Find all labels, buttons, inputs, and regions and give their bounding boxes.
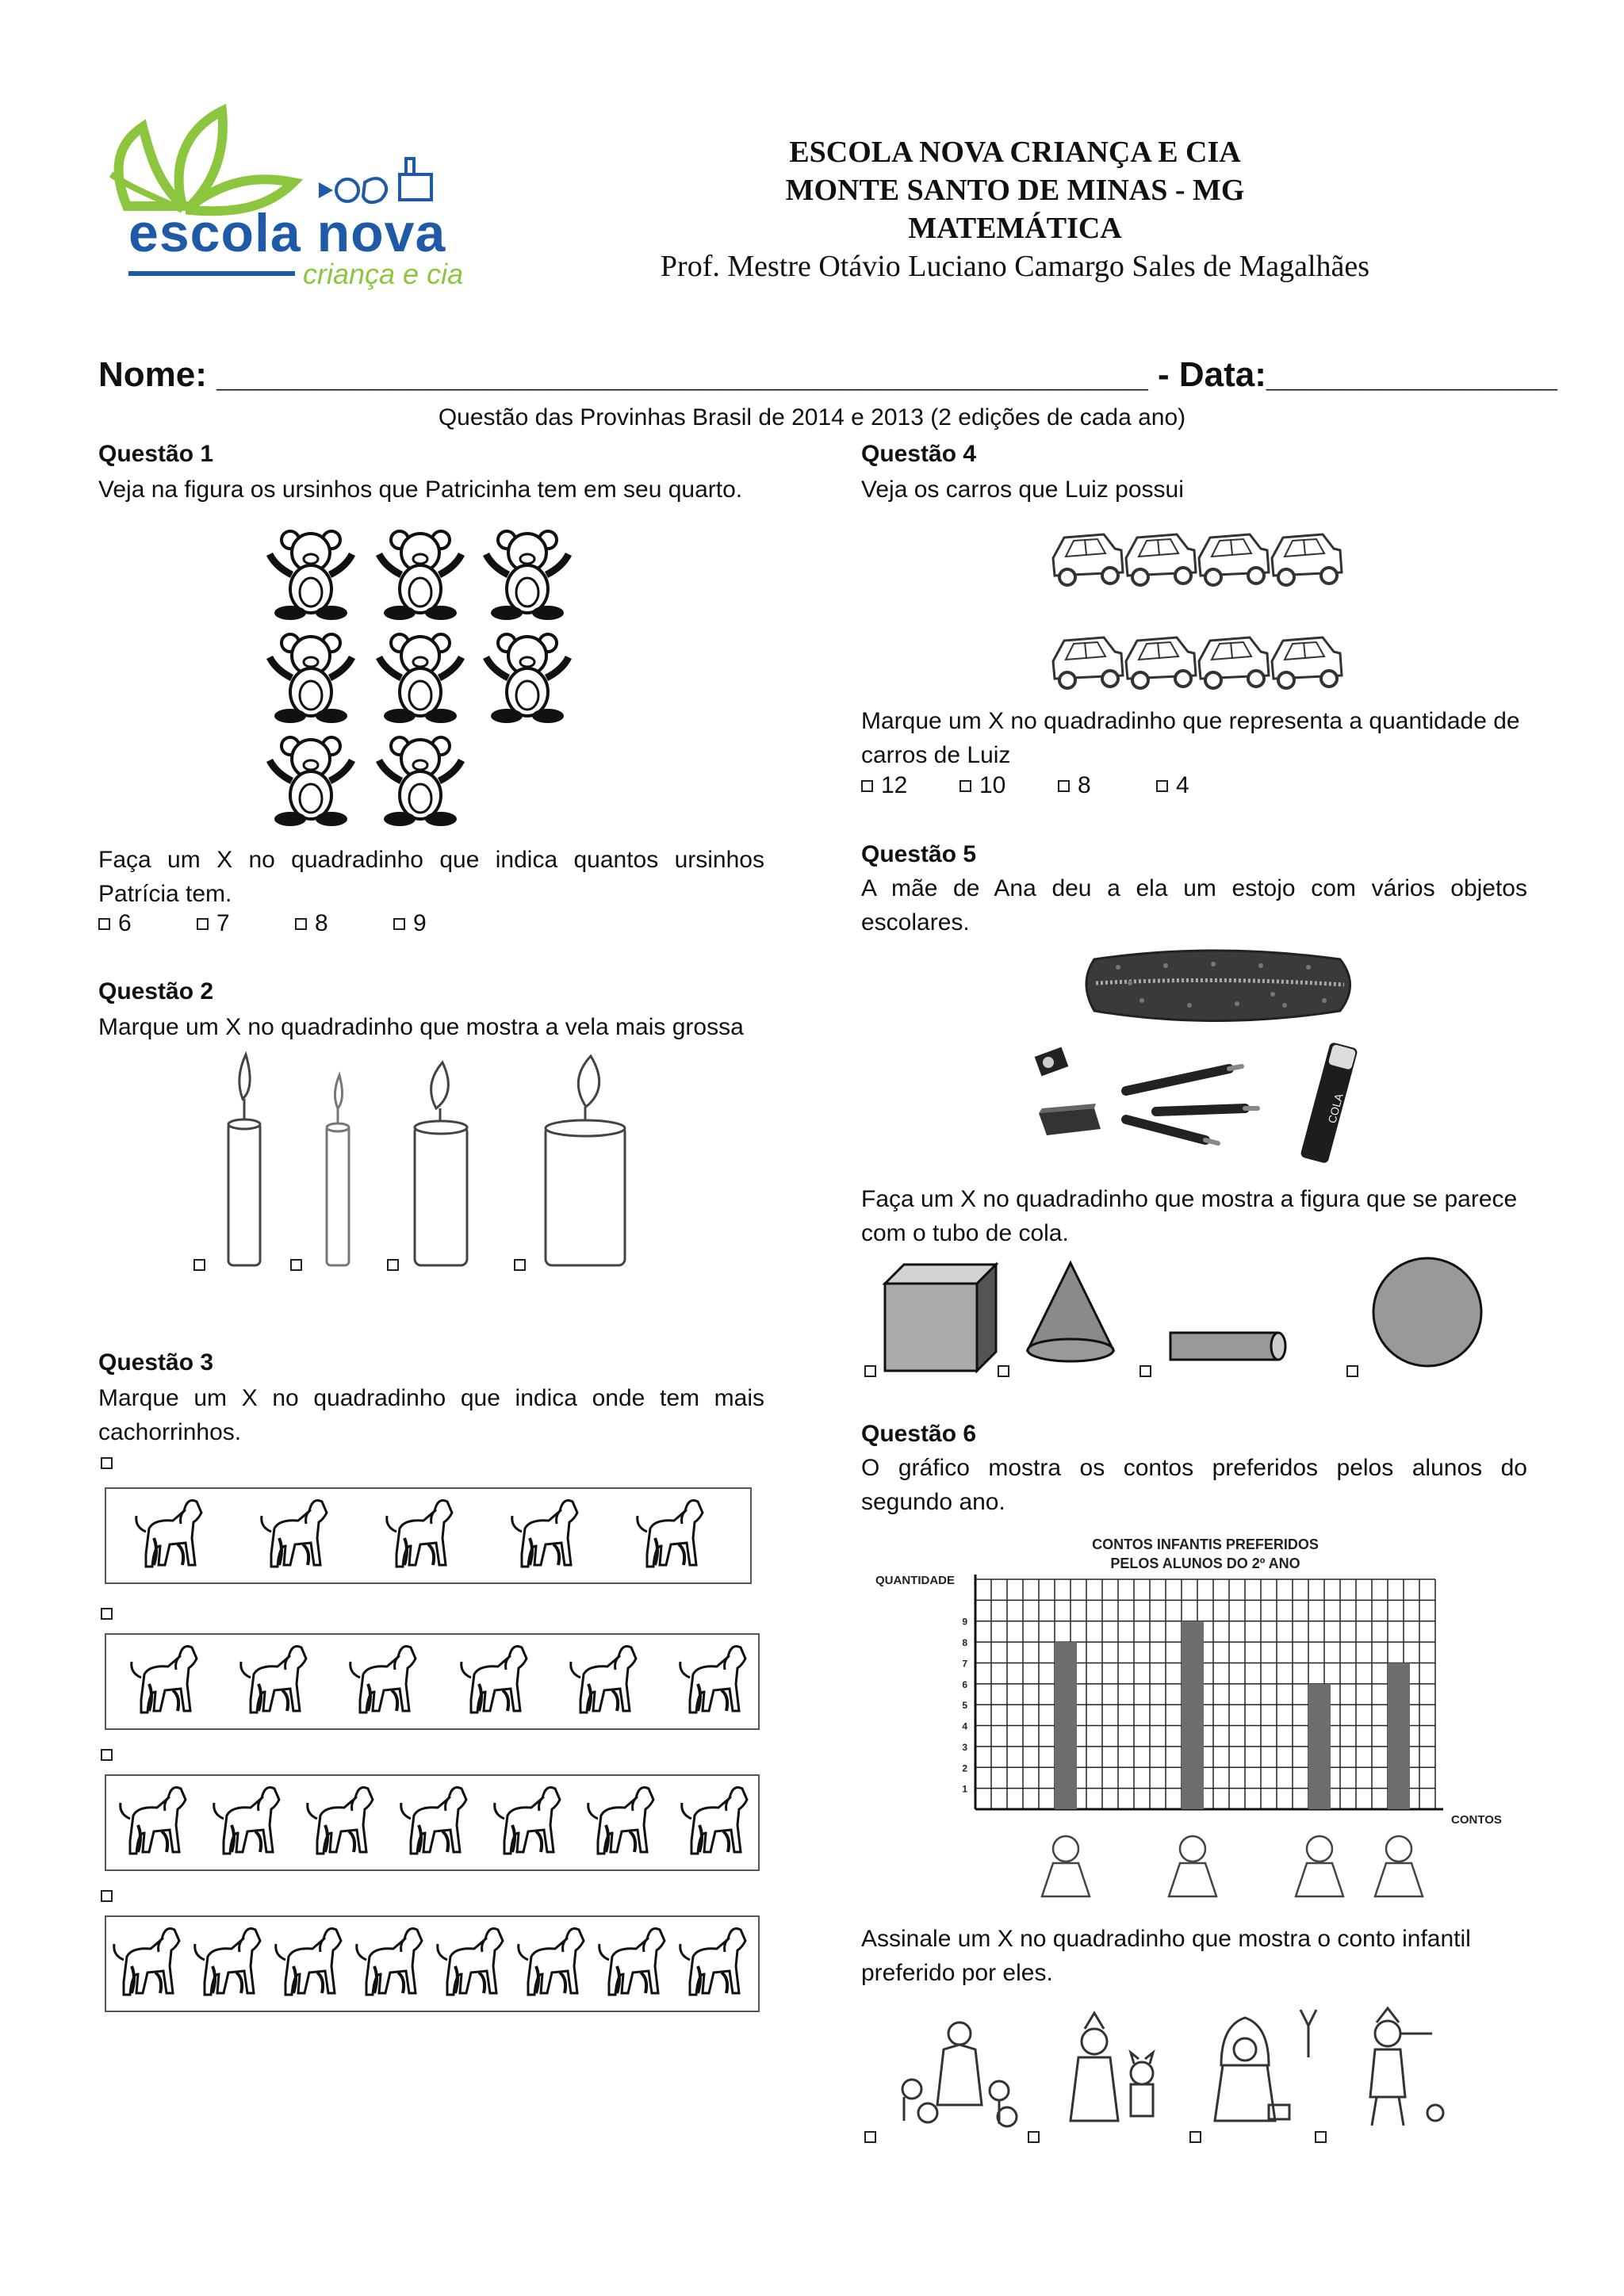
story-icon-head (1180, 1836, 1205, 1862)
q3-checkbox-1[interactable] (101, 1457, 113, 1469)
cylinder-shape (1170, 1333, 1285, 1360)
q6-checkbox-1[interactable] (864, 2131, 876, 2143)
q3-text: Marque um X no quadradinho que indica onde tem mais cachorrinhos. (98, 1385, 764, 1445)
chart-grid (975, 1575, 1443, 1809)
q3-checkbox-3[interactable] (101, 1749, 113, 1761)
q5-checkbox-cone[interactable] (998, 1365, 1009, 1377)
pinocchio-story (1370, 2008, 1443, 2126)
teacher-name: Prof. Mestre Otávio Luciano Camargo Sales de Magalhães (660, 250, 1370, 283)
q5-checkbox-cylinder[interactable] (1139, 1365, 1151, 1377)
q3-dog-row-2 (105, 1633, 760, 1730)
q1-option-4[interactable]: 9 (393, 910, 492, 937)
chart-subtitle: PELOS ALUNOS DO 2º ANO (1110, 1556, 1300, 1571)
q4-option-3[interactable]: 8 (1058, 772, 1156, 799)
page-subtitle: Questão das Provinhas Brasil de 2014 e 2013 (2 edições de cada ano) (438, 404, 1186, 430)
story-icon-body (1042, 1863, 1090, 1896)
checkbox-icon[interactable] (197, 918, 209, 930)
q4-title: Questão 4 (861, 441, 977, 467)
story-icon-body (1169, 1863, 1216, 1896)
shapes-illustration (872, 1257, 1491, 1376)
q2-text: Marque um X no quadradinho que mostra a vela mais grossa (98, 1014, 744, 1040)
chart-story-icons (1042, 1836, 1423, 1896)
chart-y-label: QUANTIDADE (875, 1574, 955, 1587)
q1-text: Veja na figura os ursinhos que Patricinha tem em seu quarto. (98, 476, 743, 503)
q3-dog-row-4 (105, 1915, 760, 2012)
chart-y-ticks (962, 1617, 967, 1795)
glue-label: COLA (1325, 1092, 1346, 1125)
q3-checkbox-2[interactable] (101, 1608, 113, 1620)
story-icon-body (1296, 1863, 1343, 1896)
q4-option-1[interactable]: 12 (861, 772, 959, 799)
dogs-8-illustration (106, 1917, 758, 2011)
q5-title: Questão 5 (861, 841, 977, 867)
q4-instruction: Marque um X no quadradinho que representa a quantidade de carros de Luiz (861, 708, 1520, 768)
q2-checkbox-2[interactable] (290, 1259, 302, 1271)
logo-underline (128, 271, 295, 276)
logo-name: escola nova (128, 203, 446, 263)
pencil-case-figure (1007, 936, 1388, 1173)
bar-chart-svg (864, 1530, 1530, 1911)
bar-chart (864, 1530, 1530, 1911)
q3-title: Questão 3 (98, 1349, 214, 1376)
chart-story-icon-4 (1375, 1836, 1423, 1896)
story-icon-head (1053, 1836, 1078, 1862)
checkbox-icon[interactable] (98, 918, 110, 930)
q6-checkbox-3[interactable] (1189, 2131, 1201, 2143)
teddy-bears-figure (262, 515, 603, 828)
teddy-bears-illustration (262, 515, 603, 828)
y-tick-label: 9 (962, 1616, 967, 1628)
school-name: ESCOLA NOVA CRIANÇA E CIA (789, 136, 1241, 169)
glue-stick (1300, 1042, 1358, 1164)
y-tick-label: 8 (962, 1637, 967, 1649)
snow-white-story (902, 2022, 1017, 2126)
dogs-5-illustration (106, 1489, 750, 1582)
y-tick-label: 5 (962, 1700, 967, 1712)
chart-title: CONTOS INFANTIS PREFERIDOS (1092, 1536, 1319, 1552)
bar-2 (1182, 1621, 1204, 1809)
q1-option-2[interactable]: 7 (197, 910, 295, 937)
q3-dog-row-1 (105, 1487, 752, 1584)
q3-dog-row-3 (105, 1774, 760, 1871)
bar-4 (1388, 1663, 1410, 1809)
dogs-6-illustration (106, 1635, 758, 1728)
chart-x-label: CONTOS (1451, 1813, 1502, 1827)
candle-widest (546, 1056, 625, 1265)
q2-checkbox-3[interactable] (387, 1259, 399, 1271)
q6-text: O gráfico mostra os contos preferidos pelos alunos do segundo ano. (861, 1455, 1527, 1515)
checkbox-icon[interactable] (1156, 780, 1168, 792)
cars-figure (1047, 515, 1348, 706)
puppet-cat-story (1071, 2013, 1153, 2121)
candle-thinnest (327, 1075, 349, 1265)
pencil-case-illustration (1007, 936, 1388, 1173)
subject: MATEMÁTICA (908, 212, 1122, 245)
chart-story-icon-2 (1169, 1836, 1216, 1896)
y-tick-label: 2 (962, 1762, 967, 1774)
candles-illustration (190, 1047, 666, 1284)
q2-checkbox-4[interactable] (514, 1259, 526, 1271)
school-logo (95, 95, 476, 305)
q5-text: A mãe de Ana deu a ela um estojo com vários objetos escolares. (861, 875, 1527, 936)
checkbox-icon[interactable] (959, 780, 971, 792)
q6-title: Questão 6 (861, 1421, 977, 1447)
chart-bars (1055, 1621, 1410, 1809)
y-tick-label: 7 (962, 1658, 967, 1670)
q2-title: Questão 2 (98, 978, 214, 1004)
q4-option-4[interactable]: 4 (1156, 772, 1254, 799)
q5-checkbox-cube[interactable] (864, 1365, 876, 1377)
pencil-case (1086, 951, 1350, 1021)
q6-checkbox-2[interactable] (1028, 2131, 1040, 2143)
y-tick-label: 4 (962, 1720, 967, 1732)
q1-instruction: Faça um X no quadradinho que indica quantos ursinhos Patrícia tem. (98, 847, 764, 907)
candle-wide (415, 1062, 467, 1265)
sphere-shape (1373, 1258, 1481, 1366)
chart-story-icon-1 (1042, 1836, 1090, 1896)
story-icon-body (1375, 1863, 1423, 1896)
eraser (1039, 1104, 1101, 1135)
pencils (1126, 1066, 1258, 1143)
q4-text: Veja os carros que Luiz possui (861, 476, 1184, 503)
q4-options (861, 772, 1254, 799)
name-date-line[interactable]: Nome: ________________________________________________ - Data:_______________ (98, 355, 1557, 394)
y-tick-label: 1 (962, 1783, 967, 1795)
sharpener (1035, 1047, 1069, 1077)
q4-option-2[interactable]: 10 (959, 772, 1058, 799)
school-city: MONTE SANTO DE MINAS - MG (785, 174, 1245, 207)
q1-options (98, 910, 492, 937)
bar-3 (1308, 1684, 1331, 1809)
checkbox-icon[interactable] (393, 918, 405, 930)
q1-title: Questão 1 (98, 441, 214, 467)
stories-illustration (888, 2002, 1459, 2145)
checkbox-icon[interactable] (1058, 780, 1070, 792)
q3-checkbox-4[interactable] (101, 1890, 113, 1902)
cube-shape (885, 1265, 996, 1371)
q2-checkbox-1[interactable] (193, 1259, 205, 1271)
q6-instruction: Assinale um X no quadradinho que mostra o conto infantil preferido por eles. (861, 1926, 1471, 1986)
candle-medium-thin (228, 1054, 260, 1265)
story-icon-head (1307, 1836, 1332, 1862)
dogs-7-illustration (106, 1776, 758, 1869)
cone-shape (1028, 1263, 1113, 1361)
chart-story-icon-3 (1296, 1836, 1343, 1896)
y-tick-label: 6 (962, 1678, 967, 1690)
shapes-figure (872, 1257, 1491, 1376)
logo-subtitle: criança e cia (303, 258, 464, 290)
stories-figure (888, 2002, 1459, 2145)
q5-checkbox-sphere[interactable] (1346, 1365, 1358, 1377)
q5-instruction: Faça um X no quadradinho que mostra a figura que se parece com o tubo de cola. (861, 1186, 1518, 1246)
q1-option-1[interactable]: 6 (98, 910, 197, 937)
y-tick-label: 3 (962, 1741, 967, 1753)
checkbox-icon[interactable] (861, 780, 873, 792)
candles-figure (190, 1047, 666, 1284)
red-riding-hood-story (1215, 2010, 1316, 2121)
q6-checkbox-4[interactable] (1315, 2131, 1327, 2143)
q1-option-3[interactable]: 8 (295, 910, 393, 937)
cars-illustration (1047, 515, 1348, 706)
checkbox-icon[interactable] (295, 918, 307, 930)
story-icon-head (1386, 1836, 1411, 1862)
bar-1 (1055, 1642, 1077, 1809)
